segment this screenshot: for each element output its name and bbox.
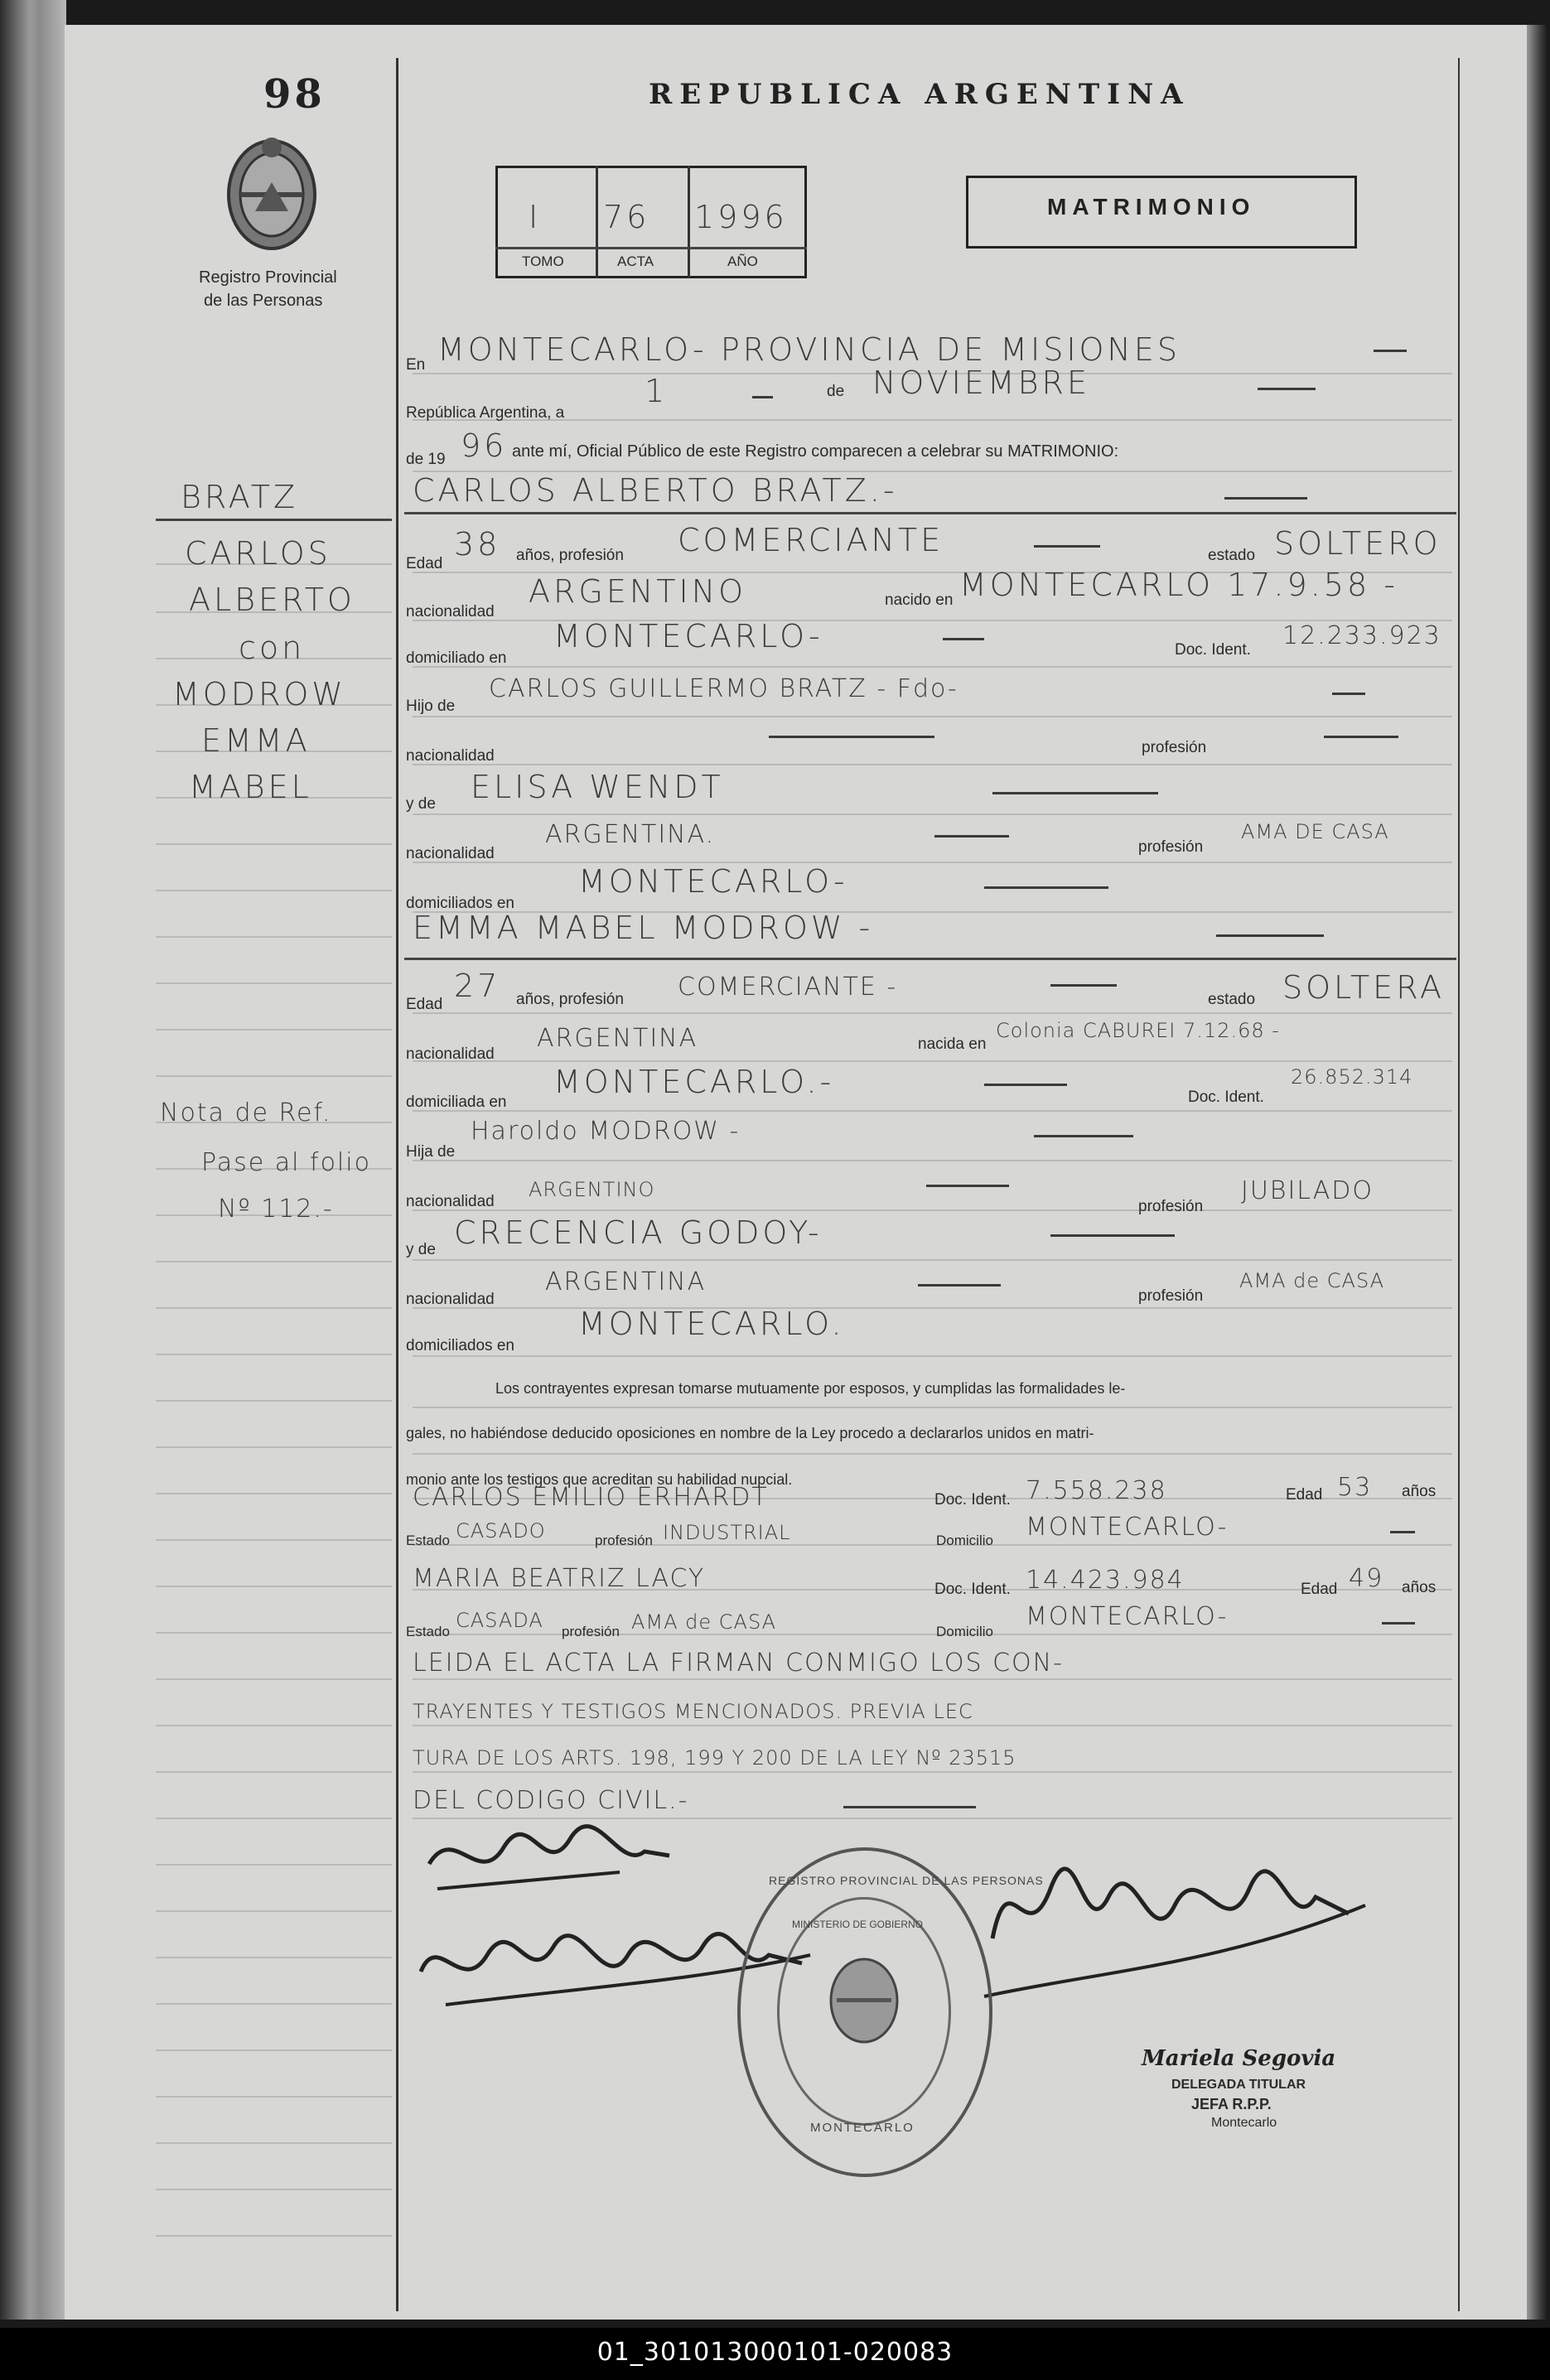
groom-nacido-label: nacido en — [885, 591, 954, 609]
bride-doc-label: Doc. Ident. — [1188, 1089, 1264, 1106]
register-page — [65, 25, 1527, 2320]
record-tomo-value: I — [529, 199, 542, 235]
intro-day-dash — [752, 396, 773, 398]
margin-name-1: CARLOS — [185, 535, 331, 572]
intro-year-suffix: 96 — [461, 427, 508, 464]
witness1-domicile: MONTECARLO- — [1026, 1513, 1229, 1542]
bride-nacionalidad-label: nacionalidad — [406, 1045, 495, 1063]
seal-bottom-text: MONTECARLO — [810, 2121, 915, 2135]
bride-mother: CRECENCIA GODOY- — [454, 1214, 823, 1251]
margin-name-2: ALBERTO — [189, 582, 355, 618]
bride-estado-label: estado — [1208, 991, 1256, 1008]
witness1-estado: CASADO — [456, 1519, 546, 1542]
intro-republica-label: República Argentina, a — [406, 404, 565, 422]
bride-father-nationality: ARGENTINO — [529, 1178, 655, 1201]
record-box-label-rule — [495, 247, 807, 249]
witness1-age: 53 — [1337, 1473, 1373, 1502]
witness2-profesion-label: profesión — [562, 1624, 620, 1639]
margin-note-1: Nota de Ref. — [160, 1098, 332, 1127]
left-column-rule — [396, 58, 398, 2311]
bride-yde-label: y de — [406, 1241, 436, 1258]
groom-domiciliados-label: domiciliados en — [406, 895, 514, 912]
officer-place: Montecarlo — [1211, 2116, 1277, 2130]
groom-hijo-label: Hijo de — [406, 698, 456, 715]
intro-en-label: En — [406, 356, 426, 374]
closing-line-3: TURA DE LOS ARTS. 198, 199 Y 200 DE LA LEY Nº 23515 — [413, 1746, 1016, 1769]
witness1-profesion-label: profesión — [595, 1533, 653, 1548]
groom-parents-domicile: MONTECARLO- — [578, 863, 848, 900]
bride-profession: COMERCIANTE - — [678, 973, 898, 1002]
header-title: REPUBLICA ARGENTINA — [649, 78, 1190, 111]
seal-inner-text: MINISTERIO DE GOBIERNO — [792, 1919, 924, 1930]
groom-father-prof-dash — [1324, 736, 1398, 738]
closing-line-1: LEIDA EL ACTA LA FIRMAN CONMIGO LOS CON- — [413, 1649, 1064, 1678]
record-acta-label: ACTA — [617, 253, 654, 269]
right-margin-rule — [1458, 58, 1460, 2311]
record-tomo-label: TOMO — [522, 253, 564, 269]
page-number: 98 — [263, 71, 326, 118]
groom-anos-profesion-label: años, profesión — [516, 547, 624, 564]
groom-doc: 12.233.923 — [1282, 621, 1441, 650]
closing-dash — [843, 1806, 976, 1808]
bride-mother-nationality-dash — [918, 1284, 1001, 1287]
groom-father-nat-label: nacionalidad — [406, 747, 495, 765]
footer-id: 01_301013000101-020083 — [596, 2338, 954, 2367]
coat-of-arms-icon — [222, 133, 321, 261]
margin-surname: BRATZ — [181, 479, 299, 515]
groom-nacionalidad-label: nacionalidad — [406, 603, 495, 620]
closing-line-4: DEL CODIGO CIVIL.- — [413, 1786, 689, 1815]
margin-name-5: EMMA — [201, 722, 311, 759]
bride-nacida-label: nacida en — [918, 1036, 987, 1053]
witness1-anos-label: años — [1402, 1483, 1437, 1500]
witness1-domicile-dash — [1390, 1531, 1415, 1533]
intro-month-dash — [1258, 388, 1316, 390]
record-acta-value: 76 — [603, 199, 650, 235]
record-box-divider-2 — [688, 166, 690, 278]
seal-coat-of-arms-icon — [827, 1955, 901, 2050]
witness1-profession: INDUSTRIAL — [663, 1521, 791, 1544]
bride-birthplace: Colonia CABUREI 7.12.68 - — [996, 1019, 1280, 1042]
groom-estado: SOLTERO — [1274, 525, 1441, 562]
bride-mother-prof-label: profesión — [1138, 1287, 1204, 1305]
groom-mother: ELISA WENDT — [471, 769, 724, 805]
book-binding — [0, 0, 66, 2320]
intro-year-prefix: de 19 — [406, 451, 446, 468]
bride-father-nationality-dash — [926, 1185, 1009, 1187]
groom-edad-label: Edad — [406, 555, 443, 572]
witness2-age: 49 — [1349, 1564, 1384, 1593]
seal-outer-text: REGISTRO PROVINCIAL DE LAS PERSONAS — [769, 1874, 1044, 1887]
bride-name: EMMA MABEL MODROW - — [413, 910, 874, 946]
registry-label-line2: de las Personas — [204, 292, 323, 310]
witness2-anos-label: años — [1402, 1579, 1437, 1596]
signature-groom — [421, 1814, 694, 1909]
groom-mother-nationality-dash — [934, 835, 1009, 838]
groom-mother-prof-label: profesión — [1138, 838, 1204, 856]
groom-domiciliado-label: domiciliado en — [406, 649, 507, 667]
intro-month: NOVIEMBRE — [872, 364, 1090, 401]
groom-mother-nat-label: nacionalidad — [406, 845, 495, 862]
signature-officer — [976, 1839, 1374, 2009]
bride-age: 27 — [454, 968, 501, 1004]
bride-domicile: MONTECARLO.- — [553, 1064, 835, 1100]
margin-name-3: con — [239, 630, 306, 666]
groom-mother-dash — [992, 792, 1158, 794]
declaration-line-3: monio ante los testigos que acreditan su habilidad nupcial. — [406, 1471, 793, 1488]
witness2-name: MARIA BEATRIZ LACY — [413, 1564, 706, 1593]
groom-birthplace: MONTECARLO 17.9.58 - — [959, 567, 1398, 603]
officer-name: Mariela Segovia — [1142, 2046, 1336, 2071]
witness2-domicile: MONTECARLO- — [1026, 1602, 1229, 1631]
witness1-name: CARLOS EMILIO ERHARDT — [413, 1483, 769, 1512]
groom-father-dash — [1332, 693, 1365, 695]
declaration-line-2: gales, no habiéndose deducido oposiciones en nombre de la Ley procedo a declararlos unidos en matri- — [406, 1425, 1094, 1441]
declaration-line-1: Los contrayentes expresan tomarse mutuamente por esposos, y cumplidas las formalidades le- — [495, 1380, 1126, 1397]
witness2-profession: AMA de CASA — [631, 1610, 777, 1634]
bride-nationality: ARGENTINA — [537, 1024, 698, 1053]
bride-mother-profession: AMA de CASA — [1239, 1269, 1385, 1292]
margin-name-4: MODROW — [172, 676, 346, 712]
groom-name-dash — [1224, 497, 1307, 500]
closing-line-2: TRAYENTES Y TESTIGOS MENCIONADOS. PREVIA LEC — [413, 1700, 973, 1723]
witness1-domicilio-label: Domicilio — [936, 1533, 993, 1548]
groom-mother-profession: AMA DE CASA — [1241, 820, 1389, 843]
document-type: MATRIMONIO — [1047, 194, 1256, 220]
groom-parents-domicile-dash — [984, 886, 1108, 889]
witness1-edad-label: Edad — [1286, 1486, 1323, 1504]
witness2-doc: 14.423.984 — [1026, 1566, 1185, 1595]
margin-note-3: Nº 112.- — [218, 1195, 334, 1224]
groom-estado-label: estado — [1208, 547, 1256, 564]
witness2-doc-label: Doc. Ident. — [934, 1581, 1011, 1598]
groom-name: CARLOS ALBERTO BRATZ.- — [413, 472, 898, 509]
bride-father-nat-label: nacionalidad — [406, 1193, 495, 1210]
witness2-edad-label: Edad — [1301, 1581, 1338, 1598]
bride-domiciliada-label: domiciliada en — [406, 1093, 507, 1111]
groom-domicile-dash — [943, 638, 984, 640]
registry-label-line1: Registro Provincial — [199, 268, 337, 287]
intro-text: ante mí, Oficial Público de este Registro comparecen a celebrar su MATRIMONIO: — [512, 442, 1119, 461]
groom-yde-label: y de — [406, 795, 436, 813]
groom-profession: COMERCIANTE — [678, 522, 944, 558]
groom-father: CARLOS GUILLERMO BRATZ - Fdo- — [489, 674, 958, 703]
bride-father-profession: JUBILADO — [1241, 1176, 1374, 1205]
bride-anos-profesion-label: años, profesión — [516, 991, 624, 1008]
bride-estado: SOLTERA — [1282, 969, 1446, 1006]
witness1-doc-label: Doc. Ident. — [934, 1491, 1011, 1509]
intro-de-label: de — [827, 383, 845, 400]
bride-mother-nat-label: nacionalidad — [406, 1291, 495, 1308]
witness2-domicile-dash — [1382, 1622, 1415, 1624]
witness2-estado: CASADA — [456, 1609, 543, 1632]
bride-domiciliados-label: domiciliados en — [406, 1337, 514, 1354]
intro-place: MONTECARLO- PROVINCIA DE MISIONES — [437, 331, 1181, 368]
groom-doc-label: Doc. Ident. — [1175, 641, 1251, 659]
record-ano-label: AÑO — [727, 253, 758, 269]
margin-name-6: MABEL — [189, 769, 312, 805]
bride-profession-dash — [1050, 984, 1117, 987]
groom-age: 38 — [454, 526, 501, 562]
record-ano-value: 1996 — [694, 199, 788, 235]
witness1-estado-label: Estado — [406, 1533, 450, 1548]
bride-mother-nationality: ARGENTINA — [545, 1267, 707, 1296]
groom-mother-nationality: ARGENTINA. — [545, 820, 716, 849]
intro-day: 1 — [645, 373, 669, 409]
groom-father-nat-dash — [769, 736, 934, 738]
bride-doc: 26.852.314 — [1291, 1065, 1413, 1089]
groom-father-prof-label: profesión — [1142, 739, 1207, 756]
witness2-domicilio-label: Domicilio — [936, 1624, 993, 1639]
witness2-estado-label: Estado — [406, 1624, 450, 1639]
record-box-divider-1 — [596, 166, 598, 278]
bride-name-dash — [1216, 934, 1324, 937]
groom-profession-dash — [1034, 545, 1100, 548]
groom-domicile: MONTECARLO- — [553, 618, 823, 654]
bride-parents-domicile: MONTECARLO. — [578, 1306, 845, 1342]
witness1-doc: 7.558.238 — [1026, 1476, 1167, 1505]
groom-nationality: ARGENTINO — [529, 573, 747, 610]
bride-father-dash — [1034, 1135, 1133, 1137]
bride-domicile-dash — [984, 1084, 1067, 1086]
intro-place-dash — [1374, 350, 1407, 352]
bride-mother-dash — [1050, 1234, 1175, 1237]
bride-hija-label: Hija de — [406, 1143, 456, 1161]
officer-title-2: JEFA R.P.P. — [1191, 2096, 1272, 2112]
bride-father-prof-label: profesión — [1138, 1198, 1204, 1215]
officer-title-1: DELEGADA TITULAR — [1171, 2078, 1306, 2092]
bride-father: Haroldo MODROW - — [471, 1117, 741, 1146]
margin-note-2: Pase al folio — [201, 1148, 371, 1177]
bride-edad-label: Edad — [406, 996, 443, 1013]
